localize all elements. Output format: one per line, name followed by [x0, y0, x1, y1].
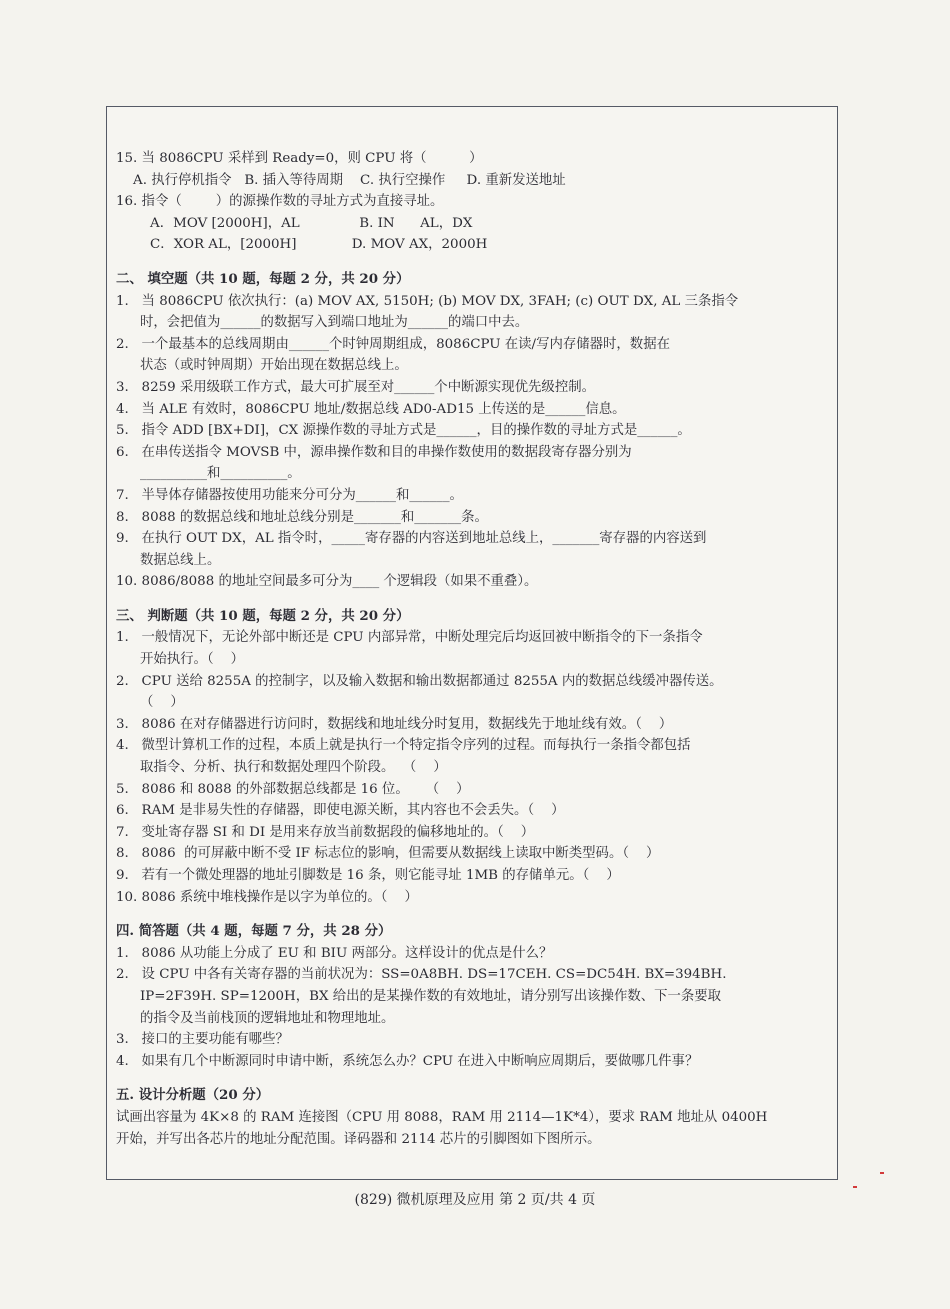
question-15: 15. 当 8086CPU 采样到 Ready=0，则 CPU 将（ ）: [116, 151, 483, 166]
judge-question: 8. 8086 的可屏蔽中断不受 IF 标志位的影响，但需要从数据线上读取中断类型码。（ ）: [116, 846, 660, 862]
fill-question: 8. 8088 的数据总线和地址总线分别是_______和_______条。: [116, 509, 488, 525]
section-title: 五. 设计分析题（20 分）: [116, 1087, 270, 1104]
design-section: [116, 1085, 828, 1150]
question-16-options-ab: A．MOV [2000H]，AL B. IN AL，DX: [116, 215, 473, 231]
section-title: 二、 填空题（共 10 题，每题 2 分，共 20 分）: [116, 270, 410, 287]
page-footer: (829) 微机原理及应用 第 2 页/共 4 页: [354, 1192, 596, 1208]
short-question: 4. 如果有几个中断源同时申请中断，系统怎么办？CPU 在进入中断响应周期后，要做哪几件事？: [116, 1053, 699, 1069]
fill-question-cont: 状态（或时钟周期）开始出现在数据总线上。: [140, 358, 408, 374]
judge-question: 4. 微型计算机工作的过程，本质上就是执行一个特定指令序列的过程。而每执行一条指令都包括: [116, 738, 691, 754]
judge-question: 10. 8086 系统中堆栈操作是以字为单位的。（ ）: [116, 889, 418, 905]
short-question: 2. 设 CPU 中各有关寄存器的当前状况为：SS=0A8BH. DS=17CEH. CS=DC54H. BX=394BH.: [116, 967, 727, 983]
judge-question-cont: （ ）: [140, 695, 184, 711]
scan-mark: [853, 1186, 857, 1188]
section-title: 三、 判断题（共 10 题，每题 2 分，共 20 分）: [116, 607, 410, 624]
fill-question-cont: 时，会把值为______的数据写入到端口地址为______的端口中去。: [140, 315, 529, 331]
judge-question-cont: 开始执行。（ ）: [140, 652, 245, 668]
fill-question: 1. 当 8086CPU 依次执行：(a) MOV AX, 5150H; (b) MOV DX, 3FAH; (c) OUT DX, AL 三条指令: [116, 293, 739, 309]
judge-question: 6. RAM 是非易失性的存储器，即使电源关断，其内容也不会丢失。（ ）: [116, 803, 565, 819]
scan-mark: [880, 1172, 884, 1174]
judge-question: 2. CPU 送给 8255A 的控制字，以及输入数据和输出数据都通过 8255A 内的数据总线缓冲器传送。: [116, 673, 723, 689]
judge-question: 1. 一般情况下，无论外部中断还是 CPU 内部异常，中断处理完后均返回被中断指令的下一条指令: [116, 630, 703, 646]
question-15-options: A. 执行停机指令 B. 插入等待周期 C. 执行空操作 D. 重新发送地址: [116, 172, 566, 188]
fill-question: 6. 在串传送指令 MOVSB 中，源串操作数和目的串操作数使用的数据段寄存器分别为: [116, 444, 632, 460]
judge-question: 5. 8086 和 8088 的外部数据总线都是 16 位。 （ ）: [116, 781, 470, 797]
fill-question: 9. 在执行 OUT DX，AL 指令时，_____寄存器的内容送到地址总线上，_______寄存器的内容送到: [116, 531, 707, 547]
fill-question-cont: __________和__________。: [140, 466, 301, 482]
multiple-choice-tail: [116, 148, 828, 256]
fill-question: 2. 一个最基本的总线周期由______个时钟周期组成，8086CPU 在读/写内存储器时，数据在: [116, 336, 670, 352]
fill-question: 10. 8086/8088 的地址空间最多可分为____ 个逻辑段（如果不重叠）。: [116, 574, 538, 590]
short-question-cont: 的指令及当前栈顶的逻辑地址和物理地址。: [140, 1010, 395, 1026]
fill-question: 5. 指令 ADD [BX+DI]，CX 源操作数的寻址方式是______，目的操作数的寻址方式是______。: [116, 423, 691, 439]
exam-content: [116, 148, 828, 1150]
fill-question: 4. 当 ALE 有效时，8086CPU 地址/数据总线 AD0-AD15 上传送的是______信息。: [116, 401, 626, 417]
fill-question-cont: 数据总线上。: [140, 552, 221, 568]
fill-blank-section: [116, 269, 828, 593]
fill-question: 7. 半导体存储器按使用功能来分可分为______和______。: [116, 487, 463, 503]
short-question: 1. 8086 从功能上分成了 EU 和 BIU 两部分。这样设计的优点是什么？: [116, 945, 553, 961]
judge-question: 3. 8086 在对存储器进行访问时，数据线和地址线分时复用，数据线先于地址线有效。（ ）: [116, 716, 673, 732]
question-16-options-cd: C．XOR AL，[2000H] D. MOV AX，2000H: [116, 237, 488, 253]
short-question-cont: IP=2F39H. SP=1200H，BX 给出的是某操作数的有效地址，请分别写出该操作数、下一条要取: [140, 988, 722, 1004]
judge-question-cont: 取指令、分析、执行和数据处理四个阶段。 （ ）: [140, 760, 447, 776]
question-16: 16. 指令（ ）的源操作数的寻址方式为直接寻址。: [116, 194, 444, 210]
judge-question: 7. 变址寄存器 SI 和 DI 是用来存放当前数据段的偏移地址的。（ ）: [116, 824, 535, 840]
short-answer-section: [116, 921, 828, 1072]
design-question-cont: 开始，并写出各芯片的地址分配范围。译码器和 2114 芯片的引脚图如下图所示。: [116, 1131, 601, 1147]
design-question: 试画出容量为 4K×8 的 RAM 连接图（CPU 用 8088，RAM 用 2114—1K*4），要求 RAM 地址从 0400H: [116, 1109, 768, 1125]
judge-question: 9. 若有一个微处理器的地址引脚数是 16 条，则它能寻址 1MB 的存储单元。（ ）: [116, 868, 620, 883]
short-question: 3. 接口的主要功能有哪些？: [116, 1032, 289, 1048]
judge-section: [116, 606, 828, 908]
section-title: 四. 简答题（共 4 题，每题 7 分，共 28 分）: [116, 923, 392, 940]
fill-question: 3. 8259 采用级联工作方式，最大可扩展至对______个中断源实现优先级控制。: [116, 379, 595, 395]
